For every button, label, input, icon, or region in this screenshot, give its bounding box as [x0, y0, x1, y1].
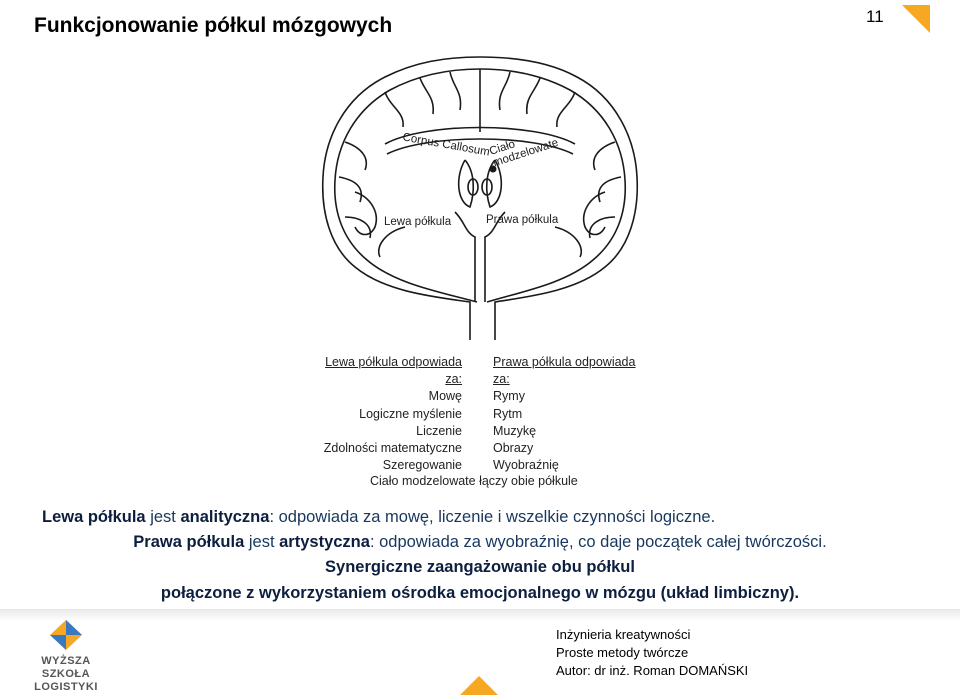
logo-line-1: WYŻSZA SZKOŁA: [41, 655, 91, 680]
left-list-heading-2: za:: [445, 372, 462, 387]
term-right-hemisphere: Prawa półkula: [133, 533, 245, 551]
cialo-modzelowate-label: Ciało modzelowate: [488, 136, 560, 170]
right-list-heading-2: za:: [493, 372, 510, 387]
footer-topic: Proste metody twórcze: [556, 645, 689, 660]
corner-triangle-icon: [902, 5, 930, 33]
text-fragment: : odpowiada za wyobraźnię, co daje początek całej twórczości.: [369, 533, 827, 551]
left-list-item: Zdolności matematyczne: [323, 441, 462, 456]
footer-author: Autor: dr inż. Roman DOMAŃSKI: [556, 663, 749, 678]
right-list-item: Rytm: [493, 406, 523, 421]
left-list-item: Mowę: [428, 389, 462, 404]
logo-line-2: LOGISTYKI: [34, 681, 98, 693]
left-list-item: Szeregowanie: [382, 458, 462, 473]
synergy-line: Synergiczne zaangażowanie obu półkul: [325, 558, 635, 576]
text-fragment: jest: [244, 533, 280, 551]
text-fragment: jest: [145, 508, 181, 526]
left-list-item: Liczenie: [416, 423, 462, 438]
term-artistic: artystyczna: [279, 533, 370, 551]
limbic-line: połączone z wykorzystaniem ośrodka emocjonalnego w mózgu (układ limbiczny).: [160, 584, 800, 602]
right-list-item: Rymy: [493, 389, 525, 404]
right-list-item: Wyobraźnię: [493, 458, 559, 473]
bottom-triangle-icon: [460, 676, 498, 695]
prawa-polkula-label: Prawa półkula: [486, 214, 559, 226]
left-hemisphere-list: [312, 354, 462, 474]
slide-number: 11: [866, 7, 884, 26]
text-fragment: : odpowiada za mowę, liczenie i wszelkie czynności logiczne.: [269, 508, 716, 526]
lewa-polkula-label: Lewa półkula: [384, 216, 452, 228]
right-hemisphere-list: [493, 354, 653, 474]
left-list-item: Logiczne myślenie: [359, 406, 462, 421]
school-logo-text: [20, 655, 112, 694]
right-hemisphere-description: [0, 533, 960, 552]
corpus-callosum-label: Corpus Callosum: [401, 131, 491, 159]
right-list-item: Obrazy: [493, 441, 534, 456]
term-analytical: analityczna: [180, 508, 270, 526]
term-left-hemisphere: Lewa półkula: [42, 508, 146, 526]
right-list-item: Muzykę: [493, 423, 537, 438]
slide-title: Funkcjonowanie półkul mózgowych: [34, 14, 393, 37]
footer-info: [556, 626, 748, 680]
footer-course: Inżynieria kreatywności: [556, 627, 691, 642]
left-hemisphere-description: [42, 508, 942, 527]
corpus-callosum-note: Ciało modzelowate łączy obie półkule: [370, 474, 578, 488]
right-list-heading: Prawa półkula odpowiada: [493, 355, 636, 369]
left-list-heading: Lewa półkula odpowiada: [325, 355, 462, 369]
brain-diagram: [315, 52, 645, 347]
school-logo-icon: [20, 618, 112, 654]
